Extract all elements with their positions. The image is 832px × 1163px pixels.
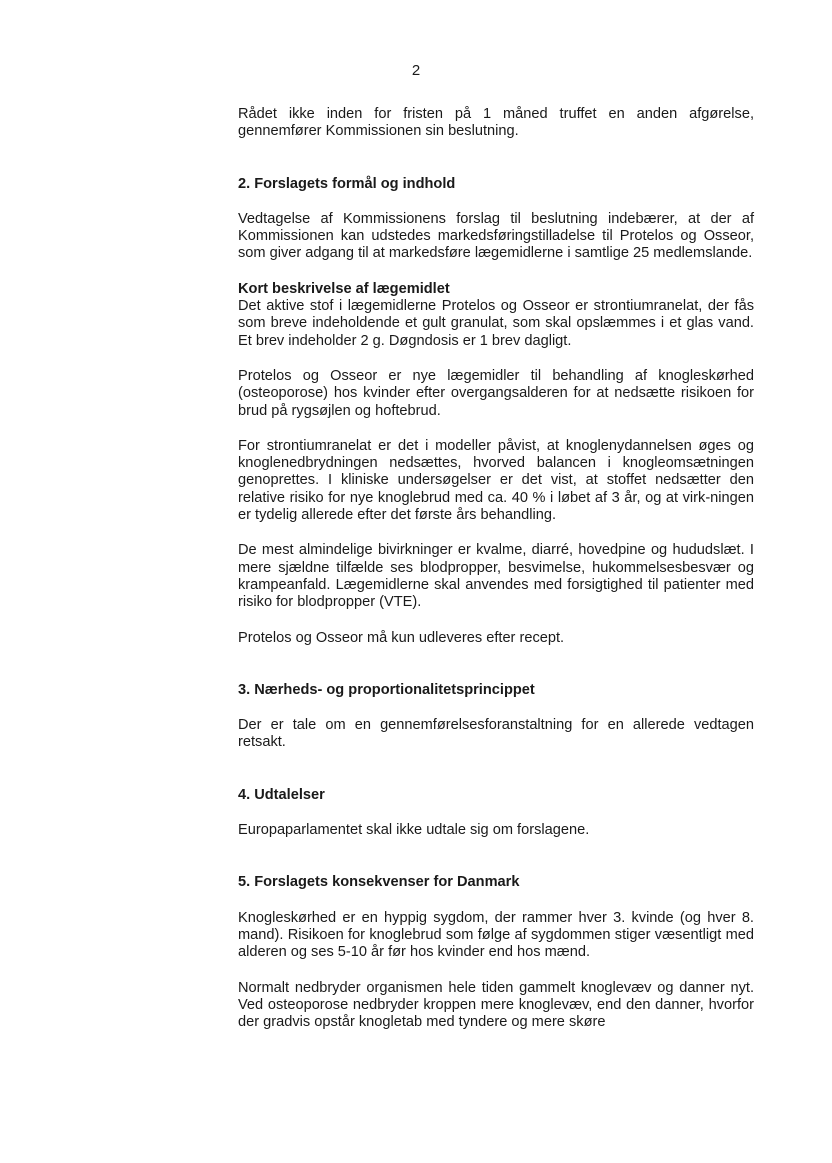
section-heading-3: 3. Nærheds- og proportionalitetsprincippet xyxy=(238,681,535,698)
paragraph-bone-tissue: Normalt nedbryder organismen hele tiden gammelt knoglevæv og danner nyt. Ved osteoporose nedbryder kroppen mere knoglevæv, end den danner, hvorfor der gradvis opstår knogletab med tyndere og mere skøre xyxy=(238,979,754,1031)
paragraph-consequences: Knogleskørhed er en hyppig sygdom, der rammer hver 3. kvinde (og hver 8. mand). Risikoen for knoglebrud som følge af sygdommen stiger væsentligt med alderen og ses 5-10 år før hos kvinder end hos mænd. xyxy=(238,909,754,961)
paragraph-active-substance: Det aktive stof i lægemidlerne Protelos og Osseor er strontiumranelat, der fås som breve indeholdende et gult granulat, som skal opslæmmes i et glas vand. Et brev indeholder 2 g. Døgndosis er 1 brev dagligt. xyxy=(238,298,754,349)
section-heading-4: 4. Udtalelser xyxy=(238,786,325,803)
section-heading-2: 2. Forslagets formål og indhold xyxy=(238,175,456,192)
paragraph-efficacy: For strontiumranelat er det i modeller påvist, at knoglenydannelsen øges og knoglenedbrydningen nedsættes, hvorved balancen i knogleomsætningen genoprettes. I kliniske undersøgelser er det vist, at stoffet nedsætter den relative risiko for nye knoglebrud med ca. 40 % i løbet af 3 år, og at virk-ningen er tydelig allerede efter det første års behandling. xyxy=(238,437,754,524)
paragraph-prescription: Protelos og Osseor må kun udleveres efter recept. xyxy=(238,629,565,646)
document-body xyxy=(238,106,754,1031)
paragraph-statements: Europaparlamentet skal ikke udtale sig om forslagene. xyxy=(238,822,590,839)
paragraph-indication: Protelos og Osseor er nye lægemidler til behandling af knogleskørhed (osteoporose) hos kvinder efter overgangsalderen for at nedsætte risikoen for brud på rygsøjlen og hoftebrud. xyxy=(238,367,754,419)
paragraph-intro-continued: Rådet ikke inden for fristen på 1 måned truffet en anden afgørelse, gennemfører Kommissionen sin beslutning. xyxy=(238,106,754,140)
page-number: 2 xyxy=(411,62,421,79)
paragraph-purpose: Vedtagelse af Kommissionens forslag til beslutning indebærer, at der af Kommissionen kan udstedes markedsføringstilladelse til Protelos og Osseor, som giver adgang til at markedsføre lægemidlerne i samtlige 25 medlemslande. xyxy=(238,210,754,262)
paragraph-subsidiarity: Der er tale om en gennemførelsesforanstaltning for en allerede vedtagen retsakt. xyxy=(238,717,754,751)
paragraph-side-effects: De mest almindelige bivirkninger er kvalme, diarré, hovedpine og hududslæt. I mere sjældne tilfælde ses blodpropper, besvimelse, hukommelsesbesvær og krampeanfald. Lægemidlerne skal anvendes med forsigtighed til patienter med risiko for blodpropper (VTE). xyxy=(238,542,754,611)
subheading-drug-description: Kort beskrivelse af lægemidlet xyxy=(238,280,450,297)
drug-description-block xyxy=(238,281,754,350)
section-heading-5: 5. Forslagets konsekvenser for Danmark xyxy=(238,874,520,891)
